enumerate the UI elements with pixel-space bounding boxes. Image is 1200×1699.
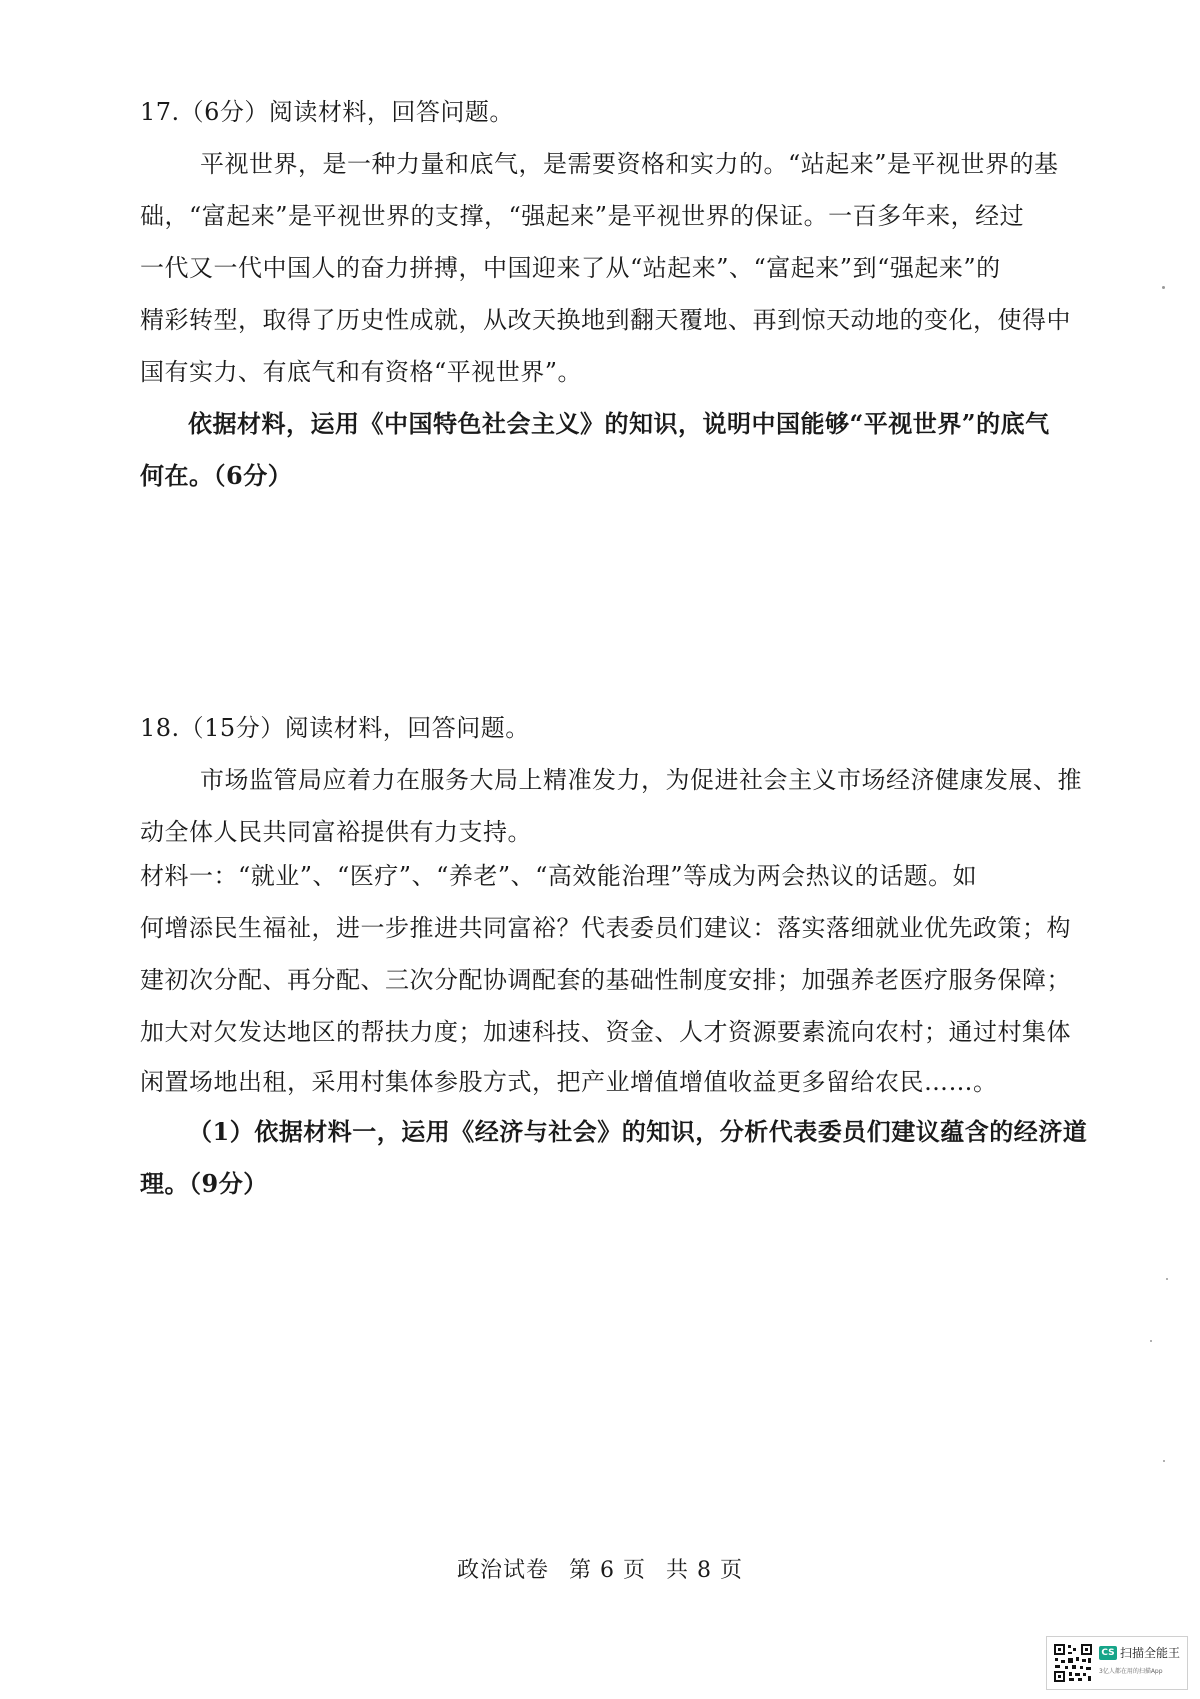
scan-speck (1150, 1340, 1152, 1342)
qr-code-icon (1053, 1643, 1093, 1683)
footer-total-pages: 共 8 页 (666, 1558, 743, 1583)
camscanner-tagline: 3亿人都在用的扫描App (1099, 1668, 1163, 1675)
q18-intro-line: 动全体人民共同富裕提供有力支持。 (140, 818, 532, 846)
camscanner-name: 扫描全能王 (1120, 1646, 1181, 1660)
q17-paragraph-line: 国有实力、有底气和有资格“平视世界”。 (140, 358, 583, 386)
scan-speck (1163, 1460, 1165, 1462)
scan-speck (1166, 1278, 1168, 1280)
footer-subject: 政治试卷 (457, 1558, 550, 1583)
q17-paragraph-line: 础，“富起来”是平视世界的支撑，“强起来”是平视世界的保证。一百多年来，经过 (140, 202, 1025, 230)
q18-sub1-line: 理。（9分） (140, 1169, 268, 1198)
q17-header: 17.（6分）阅读材料，回答问题。 (140, 98, 514, 126)
q18-material-line: 何增添民生福祉，进一步推进共同富裕？代表委员们建议：落实落细就业优先政策；构 (140, 914, 1071, 942)
camscanner-logo-icon: CS (1099, 1646, 1117, 1660)
page-footer (0, 1556, 1200, 1586)
footer-page-number: 第 6 页 (569, 1558, 646, 1583)
q18-material-line: 材料一：“就业”、“医疗”、“养老”、“高效能治理”等成为两会热议的话题。如 (140, 862, 978, 890)
q18-material-line: 加大对欠发达地区的帮扶力度；加速科技、资金、人才资源要素流向农村；通过村集体 (140, 1018, 1071, 1046)
q17-paragraph-line: 平视世界，是一种力量和底气，是需要资格和实力的。“站起来”是平视世界的基 (200, 150, 1059, 178)
q18-material-line: 闲置场地出租，采用村集体参股方式，把产业增值增值收益更多留给农民……。 (140, 1068, 998, 1096)
q17-paragraph-line: 一代又一代中国人的奋力拼搏，中国迎来了从“站起来”、“富起来”到“强起来”的 (140, 254, 1001, 282)
scan-speck (1162, 286, 1165, 289)
q18-sub1-line: （1）依据材料一，运用《经济与社会》的知识，分析代表委员们建议蕴含的经济道 (188, 1117, 1088, 1146)
q17-paragraph-line: 精彩转型，取得了历史性成就，从改天换地到翻天覆地、再到惊天动地的变化，使得中 (140, 306, 1071, 334)
q17-question-line: 依据材料，运用《中国特色社会主义》的知识，说明中国能够“平视世界”的底气 (188, 409, 1050, 438)
q18-intro-line: 市场监管局应着力在服务大局上精准发力，为促进社会主义市场经济健康发展、推 (200, 766, 1082, 794)
camscanner-badge (1046, 1636, 1188, 1690)
q17-question-line: 何在。（6分） (140, 461, 293, 490)
q18-header: 18.（15分）阅读材料，回答问题。 (140, 714, 530, 742)
q18-material-line: 建初次分配、再分配、三次分配协调配套的基础性制度安排；加强养老医疗服务保障； (140, 966, 1071, 994)
